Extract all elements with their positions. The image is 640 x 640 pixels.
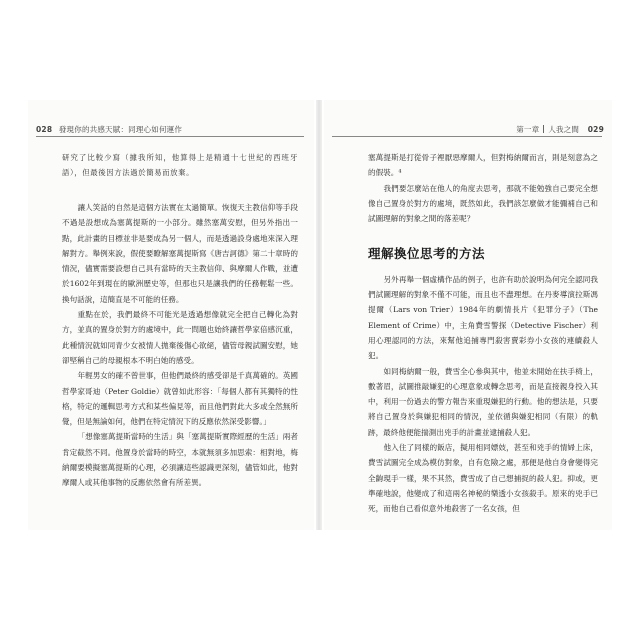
section-heading: 理解換位思考的方法 <box>368 246 486 262</box>
paragraph: 重點在於，我們最終不可能光是透過想像就完全把自己轉化為對方，並真的置身於對方的處境中，此一問題也始終讓哲學家倍感沉重，此種情況就如同青少女被情人拋棄後傷心欲絕，儘管母親試圖安慰，她卻堅稱自己的母親根本不明白她的感受。 <box>62 310 298 365</box>
left-running-header <box>36 124 182 135</box>
left-body-text <box>62 150 298 491</box>
right-running-header <box>516 124 604 135</box>
paragraph: 讓人笑話的自然是這個方法實在太過簡單。恢復天主教信仰等手段不過是設想成為塞萬提斯的一小部分。雖然塞萬安慰，但另外指出一點，此計畫的目標並非是要成為另一個人，而是透過設身處地來深入理解對方。舉例來說，假使要瞭解塞萬提斯寫《唐吉訶德》第二十章時的情況，儘實需要設想自己具有當時的天主教信仰、與摩爾人作戰，並遭於1602年到現在的歐洲歷史等，但那也只是讓我們的任務輕鬆一些。換句話說，這簡直是不可能的任務。 <box>62 203 298 304</box>
paragraph: 塞萬提斯是打從骨子裡厭惡摩爾人，但對梅納爾而言，則是刻意為之的假裝。⁴ <box>368 153 598 178</box>
paragraph: 我們要怎麼站在他人的角度去思考，那就不能勉強自己要完全想像自己置身於對方的處境，既然如此，我們該怎麼做才能彌補自己和試圖理解的對象之間的落差呢？ <box>368 183 598 224</box>
book-gutter <box>316 100 322 530</box>
block-quote: 研究了比較少寫（據我所知，他算得上是精通十七世紀的西班牙語），但最後因方法過於簡易而放棄。 <box>62 153 298 177</box>
left-header-rule <box>36 136 304 137</box>
paragraph: 他入住了同樣的飯店，擬用相同嫖妓，甚至和兇手的情婦上床，費雪試圖完全成為模仿對象，自有危險之處，那便是他自身會變得完全齣現手一樣，果不其然，費雪成了自己想捕捉的殺人犯。抑或，更準確地說，他變成了和這兩名神秘的樂透小女孩殺手。原來的兇手已死，而他自己看似意外地殺害了一名女孩，但 <box>368 443 598 514</box>
left-book-title: 發現你的共感天賦：同理心如何運作 <box>58 125 183 134</box>
paragraph: 如同梅納爾一般，費雪全心參與其中，他並未開始在扶手椅上，數著眉，試圖推敲嫌犯的心理意象或轉念思考，而是直接親身投入其中，利用一份過去的警方報告來重現嫌犯的行動。他的想法是，只要將自己置身於與嫌犯相同的情況，並依循與嫌犯相同（有限）的軌跡，最終他便能揣測出兇手的計畫並逮捕殺人犯。 <box>368 366 598 437</box>
chapter-label: 第一章 <box>516 125 540 134</box>
header-separator <box>543 125 544 133</box>
right-body-text <box>368 150 598 517</box>
right-page-number: 029 <box>587 125 604 134</box>
right-header-rule <box>332 136 602 137</box>
paragraph: 另外再舉一個虛構作品的例子，也許有助於說明為何完全認同我們試圖理解的對象不僅不可能，而且也不盡理想。在丹麥導演拉斯馮提爾（Lars von Trier）1984年的劇情長片《犯罪分子》（The Element of Crime）中，主角費雪警探（Detective Fischer）利用心理認同的方法，來幫他追捕專門殺害賣彩券小女孩的連續殺人犯。 <box>368 274 598 361</box>
left-page-number: 028 <box>36 125 53 134</box>
paragraph: 「想像塞萬提斯當時的生活」與「塞萬提斯實際經歷的生活」兩者肯定截然不同。他置身於當時的時空，本就無須多加思索：相對地，梅納爾要模擬塞萬提斯的心理，必須讓這些認識更深刻，儘管如此，他對摩爾人或其他事物的反應依然會有所差異。 <box>62 432 298 488</box>
chapter-title: 人我之間 <box>548 125 580 134</box>
paragraph: 年輕男女的確不曾世事，但他們最終的感受卻是千真萬確的。英國哲學家哥迪（Peter Goldie）就曾如此形容：「每個人都有其獨特的性格，特定的邏輯思考方式和某些偏見等，而且他們對此大多或全然無所覺，但是無論如何，他們在特定情況下的反應依然深受影響。」 <box>62 371 298 427</box>
